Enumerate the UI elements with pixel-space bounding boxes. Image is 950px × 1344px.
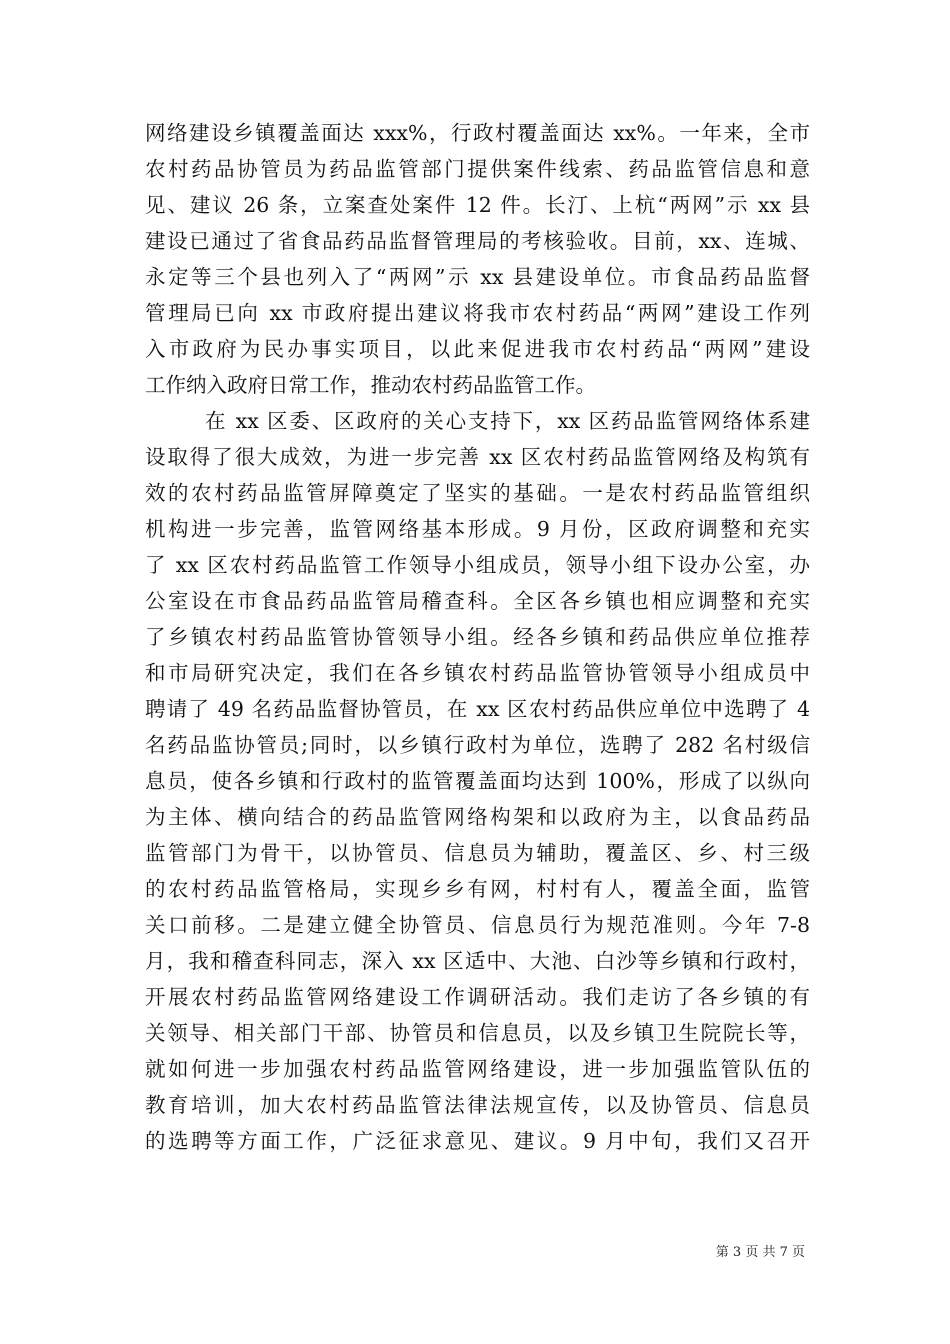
text-line: 了 xx 区农村药品监管工作领导小组成员，领导小组下设办公室，办 bbox=[145, 553, 810, 577]
text-line: 了乡镇农村药品监管协管领导小组。经各乡镇和药品供应单位推荐 bbox=[145, 625, 810, 649]
text-line: 入市政府为民办事实项目，以此来促进我市农村药品“两网”建设 bbox=[145, 337, 810, 361]
text-line: 开展农村药品监管网络建设工作调研活动。我们走访了各乡镇的有 bbox=[145, 985, 810, 1009]
text-line: 为主体、横向结合的药品监管网络构架和以政府为主，以食品药品 bbox=[145, 805, 810, 829]
text-line: 和市局研究决定，我们在各乡镇农村药品监管协管领导小组成员中 bbox=[145, 661, 810, 685]
text-line: 机构进一步完善，监管网络基本形成。9 月份，区政府调整和充实 bbox=[145, 517, 810, 541]
text-line: 关口前移。二是建立健全协管员、信息员行为规范准则。今年 7-8 bbox=[145, 913, 810, 937]
text-line: 的农村药品监管格局，实现乡乡有网，村村有人，覆盖全面，监管 bbox=[145, 877, 810, 901]
text-line: 息员，使各乡镇和行政村的监管覆盖面均达到 100%，形成了以纵向 bbox=[145, 769, 810, 793]
text-line: 设取得了很大成效，为进一步完善 xx 区农村药品监管网络及构筑有 bbox=[145, 445, 810, 469]
text-line: 月，我和稽查科同志，深入 xx 区适中、大池、白沙等乡镇和行政村， bbox=[145, 949, 810, 973]
page-number-footer: 第 3 页 共 7 页 bbox=[715, 1245, 805, 1260]
text-line: 教育培训，加大农村药品监管法律法规宣传，以及协管员、信息员 bbox=[145, 1093, 810, 1117]
text-line: 聘请了 49 名药品监督协管员，在 xx 区农村药品供应单位中选聘了 4 bbox=[145, 697, 810, 721]
text-line: 永定等三个县也列入了“两网”示 xx 县建设单位。市食品药品监督 bbox=[145, 265, 810, 289]
text-line: 农村药品协管员为药品监管部门提供案件线索、药品监管信息和意 bbox=[145, 157, 810, 181]
text-line: 管理局已向 xx 市政府提出建议将我市农村药品“两网”建设工作列 bbox=[145, 301, 810, 325]
text-line: 网络建设乡镇覆盖面达 xxx%，行政村覆盖面达 xx%。一年来，全市 bbox=[145, 121, 810, 145]
text-line: 效的农村药品监管屏障奠定了坚实的基础。一是农村药品监管组织 bbox=[145, 481, 810, 505]
text-line: 名药品监协管员;同时，以乡镇行政村为单位，选聘了 282 名村级信 bbox=[145, 733, 810, 757]
text-line: 就如何进一步加强农村药品监管网络建设，进一步加强监管队伍的 bbox=[145, 1057, 810, 1081]
text-line: 在 xx 区委、区政府的关心支持下，xx 区药品监管网络体系建 bbox=[205, 409, 810, 433]
text-line: 关领导、相关部门干部、协管员和信息员，以及乡镇卫生院院长等， bbox=[145, 1021, 810, 1045]
text-line: 公室设在市食品药品监管局稽查科。全区各乡镇也相应调整和充实 bbox=[145, 589, 810, 613]
text-line: 见、建议 26 条，立案查处案件 12 件。长汀、上杭“两网”示 xx 县 bbox=[145, 193, 810, 217]
text-line: 监管部门为骨干，以协管员、信息员为辅助，覆盖区、乡、村三级 bbox=[145, 841, 810, 865]
text-line: 的选聘等方面工作，广泛征求意见、建议。9 月中旬，我们又召开 bbox=[145, 1129, 810, 1153]
text-line: 工作纳入政府日常工作，推动农村药品监管工作。 bbox=[145, 373, 596, 397]
text-line: 建设已通过了省食品药品监督管理局的考核验收。目前，xx、连城、 bbox=[145, 229, 810, 253]
